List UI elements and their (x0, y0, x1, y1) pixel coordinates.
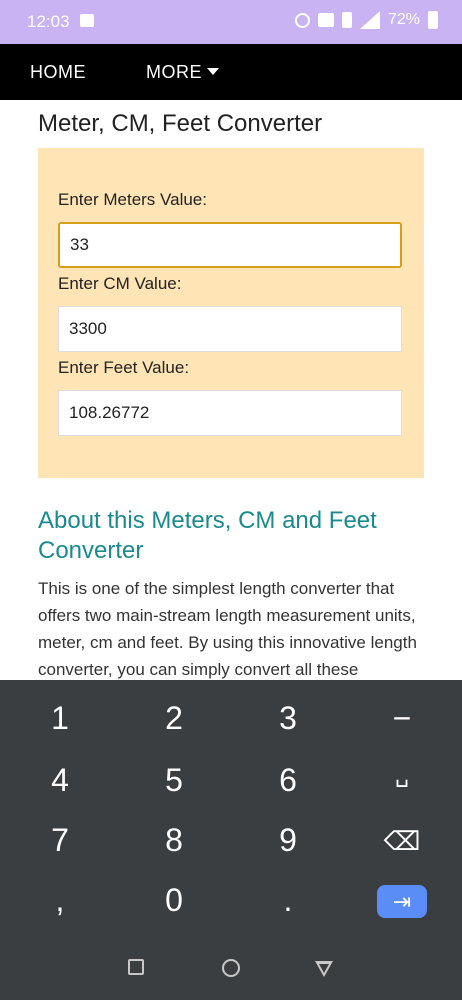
nav-home-link[interactable]: HOME (30, 62, 86, 82)
meters-input[interactable] (58, 222, 402, 268)
minus-key[interactable]: − (392, 700, 412, 736)
about-text: This is one of the simplest length converter that offers two main-stream length measurement units, meter, cm and feet. By using this innovative length converter, you can simply convert all these (38, 579, 417, 679)
battery-icon (428, 11, 438, 29)
battery-percent: 72% (387, 11, 420, 28)
feet-label: Enter Feet Value: (58, 358, 190, 377)
status-bar (0, 0, 462, 44)
cm-label: Enter CM Value: (58, 274, 182, 293)
vibrate-icon (342, 12, 352, 28)
back-icon[interactable] (315, 961, 333, 977)
key-2[interactable]: 2 (165, 700, 183, 736)
key-7[interactable]: 7 (51, 822, 69, 858)
backspace-key[interactable]: ⌫ (383, 826, 421, 856)
converter-panel (38, 148, 424, 478)
next-key[interactable]: ⇥ (377, 885, 427, 918)
comma-key[interactable]: , (55, 882, 65, 918)
numeric-keyboard (0, 680, 462, 1000)
image-icon (80, 14, 94, 27)
home-icon[interactable] (222, 959, 240, 977)
key-4[interactable]: 4 (51, 762, 69, 798)
status-icons (295, 11, 438, 29)
cm-input[interactable] (58, 306, 402, 352)
key-8[interactable]: 8 (165, 822, 183, 858)
page-title: Meter, CM, Feet Converter (38, 110, 323, 137)
feet-input[interactable] (58, 390, 402, 436)
system-nav-bar (0, 955, 462, 985)
signal-icon (360, 11, 380, 29)
nav-more-menu[interactable] (146, 62, 219, 83)
hotspot-icon (295, 13, 310, 28)
about-heading: About this Meters, CM and Feet Converter (38, 507, 377, 564)
period-key[interactable]: . (283, 882, 293, 918)
space-key[interactable]: ␣ (395, 762, 409, 787)
key-1[interactable]: 1 (51, 700, 69, 736)
top-nav (0, 44, 462, 100)
meters-label: Enter Meters Value: (58, 190, 207, 209)
key-3[interactable]: 3 (279, 700, 297, 736)
clock: 12:03 (27, 12, 70, 31)
recents-icon[interactable] (128, 959, 144, 975)
key-5[interactable]: 5 (165, 762, 183, 798)
key-9[interactable]: 9 (279, 822, 297, 858)
volte-icon (318, 13, 334, 27)
nav-more-label: MORE (146, 62, 202, 82)
key-6[interactable]: 6 (279, 762, 297, 798)
caret-down-icon (207, 68, 219, 75)
key-0[interactable]: 0 (165, 882, 183, 918)
